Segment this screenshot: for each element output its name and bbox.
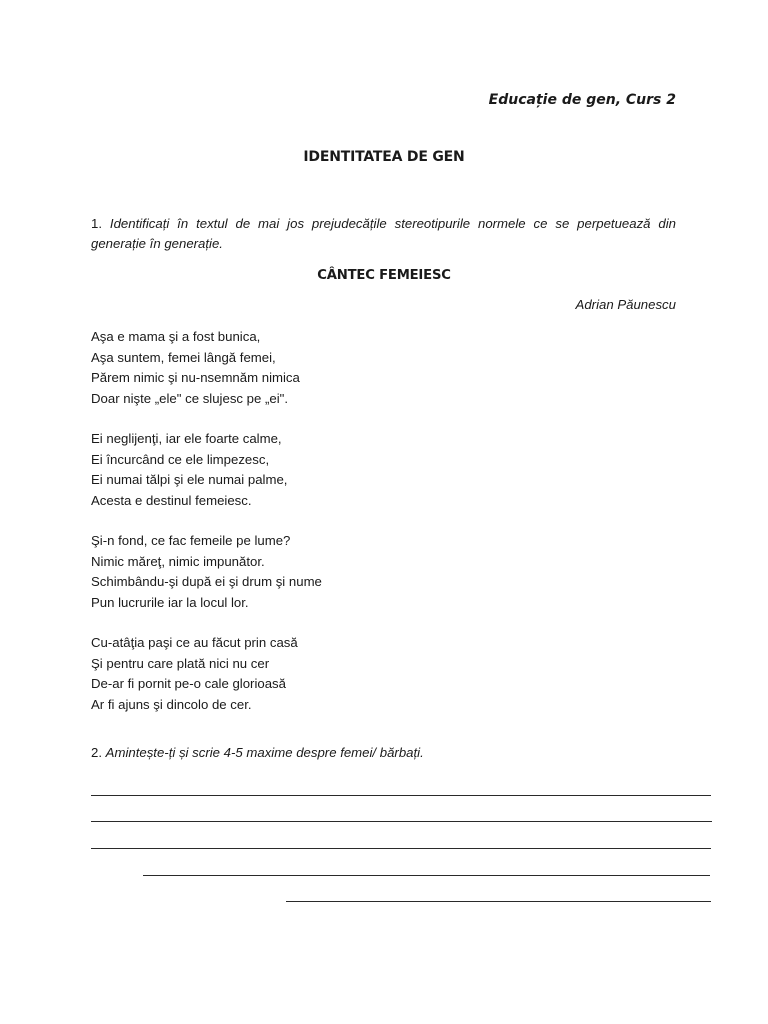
answer-line-5[interactable]: [286, 901, 711, 902]
poem-line: Pun lucrurile iar la locul lor.: [91, 594, 249, 610]
poem-line: Cu-atâţia paşi ce au făcut prin casă: [91, 635, 298, 650]
question-1: [91, 214, 676, 254]
poem-title: CÂNTEC FEMEIESC: [317, 268, 451, 283]
page-title: IDENTITATEA DE GEN: [303, 149, 465, 165]
poem-line: Ar fi ajuns şi dincolo de cer.: [91, 696, 252, 712]
poem-author: Adrian Păunescu: [575, 297, 676, 312]
question-2: [91, 745, 424, 760]
answer-line-2[interactable]: [91, 821, 712, 822]
poem-line: Doar nişte „ele" ce slujesc pe „ei".: [91, 390, 289, 406]
poem-line: Ei încurcând ce ele limpezesc,: [91, 451, 270, 467]
poem-stanza: [91, 633, 322, 715]
poem-line: Şi-n fond, ce fac femeile pe lume?: [91, 533, 291, 548]
answer-line-1[interactable]: [91, 795, 711, 796]
poem-body: [91, 327, 322, 735]
poem-line: Părem nimic şi nu-nsemnăm nimica: [91, 370, 300, 385]
poem-line: Şi pentru care plată nici nu cer: [91, 655, 270, 671]
poem-line: Aşa suntem, femei lângă femei,: [91, 349, 276, 365]
course-label: Educație de gen, Curs 2: [488, 92, 676, 108]
poem-line: Acesta e destinul femeiesc.: [91, 492, 252, 508]
question-1-text: Identificați în textul de mai jos prejudecățile stereotipurile normele ce se perpetuează din generație în generație.: [91, 216, 676, 251]
question-1-number: 1.: [91, 216, 102, 231]
poem-line: Schimbându-şi după ei şi drum şi nume: [91, 574, 322, 589]
poem-line: Nimic măreţ, nimic impunător.: [91, 553, 265, 569]
answer-line-3[interactable]: [91, 848, 711, 849]
poem-stanza: [91, 531, 322, 613]
poem-line: Ei neglijenţi, iar ele foarte calme,: [91, 431, 282, 446]
answer-line-4[interactable]: [143, 875, 710, 876]
poem-stanza: [91, 429, 322, 511]
question-2-number: 2.: [91, 745, 102, 760]
poem-line: Ei numai tălpi şi ele numai palme,: [91, 472, 288, 487]
poem-line: Aşa e mama şi a fost bunica,: [91, 329, 261, 344]
poem-line: De-ar fi pornit pe-o cale glorioasă: [91, 676, 286, 691]
poem-stanza: [91, 327, 322, 409]
question-2-text: Amintește-ți și scrie 4-5 maxime despre femei/ bărbați.: [105, 745, 424, 760]
